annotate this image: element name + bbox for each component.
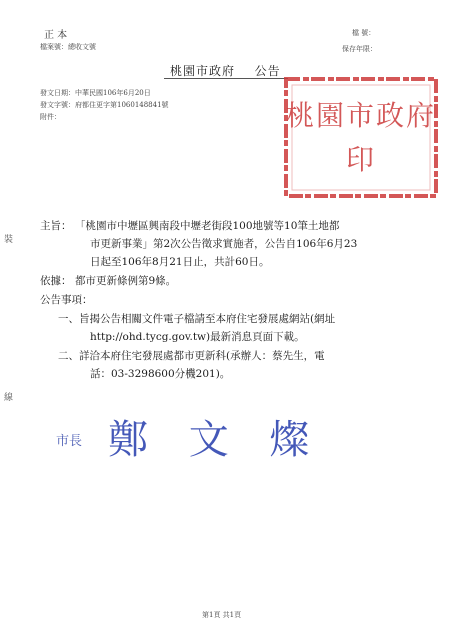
document-type: 公告 [254,64,281,78]
title-underline [164,78,288,79]
copy-label: 正 本 [44,30,68,41]
issue-date: 發文日期：中華民國106年6月20日 [40,89,151,97]
mayor-signature: 鄭 文 燦 [108,417,324,463]
notice-item-2-line-1: 二、詳洽本府住宅發展處都市更新科(承辦人：蔡先生，電 [58,350,325,362]
subject-line-2: 市更新事業」第2次公告徵求實施者，公告自106年6月23 [90,238,358,250]
signature-title: 市長 [56,434,83,449]
preservation-label: 檔案號：總收文號 [40,43,96,51]
document-number: 發文字號：府都住更字第1060148841號 [40,101,169,109]
file-number-label: 檔 號： [352,29,376,37]
subject-label: 主旨： [40,220,72,232]
basis-label: 依據： [40,275,72,287]
binding-mark-left: 裝 [4,235,14,245]
official-seal [282,75,440,200]
binding-mark-right: 線 [4,393,14,403]
basis-text: 都市更新條例第9條。 [75,275,177,287]
agency-name: 桃園市政府 [170,64,236,78]
seal-text: 桃園市政府印 [285,98,436,176]
page-number: 第1頁 共1頁 [202,611,242,619]
attachment-label: 附件： [40,113,61,121]
page-title [170,62,281,79]
notice-item-2-line-2: 話：03-3298600分機201)。 [90,368,231,380]
subject-line-3: 日起至106年8月21日止，共計60日。 [90,256,270,268]
notice-item-1-line-1: 一、旨揭公告相關文件電子檔請至本府住宅發展處網站(網址 [58,313,336,325]
retention-label: 保存年限： [342,45,377,53]
notice-label: 公告事項： [40,294,93,306]
notice-item-1-line-2: http://ohd.tycg.gov.tw)最新消息頁面下載。 [90,331,305,343]
subject-line-1: 「桃園市中壢區興南段中壢老街段100地號等10筆土地都 [75,220,340,232]
